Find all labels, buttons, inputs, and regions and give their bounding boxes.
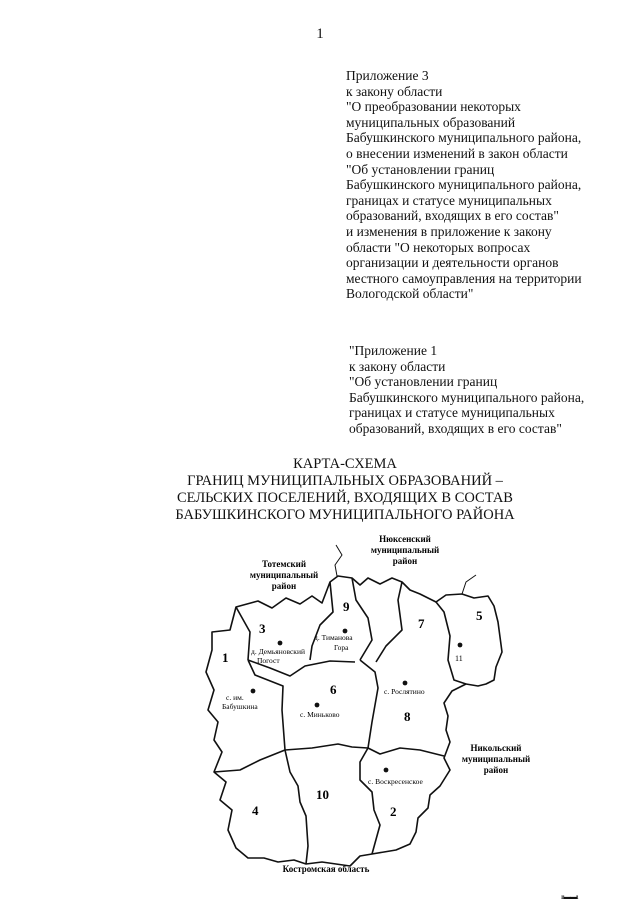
annex-3-line: "О преобразовании некоторых xyxy=(346,99,521,115)
annex-3-line: и изменения в приложение к закону xyxy=(346,223,552,239)
place-timanova: д. Тиманова xyxy=(314,633,353,642)
settlement-dot-voskresenskoe xyxy=(384,768,389,773)
place-babushkina: с. им. xyxy=(226,693,244,702)
neighbor-nyuksenskiy: Нюксенский xyxy=(379,534,431,544)
annex-3-line: области "О некоторых вопросах xyxy=(346,239,531,255)
settlement-dot-11 xyxy=(458,643,463,648)
annex-3-line: к закону области xyxy=(346,83,443,99)
annex-3-line: муниципальных образований xyxy=(346,114,516,130)
boundary-6-8 xyxy=(360,660,378,748)
boundary-7-8 xyxy=(376,582,402,662)
district-outer-boundary xyxy=(206,576,502,866)
neighbor-totemskiy: Тотемский xyxy=(261,559,307,569)
annex-3-line: организации и деятельности органов xyxy=(346,255,559,271)
neighbor-nikolskiy: муниципальный xyxy=(461,754,531,764)
annex-1-line: "Приложение 1 xyxy=(349,343,438,358)
annex-1-line: к закону области xyxy=(349,358,446,374)
annex-3-line: Бабушкинского муниципального района, xyxy=(346,177,582,193)
settlement-number-6: 6 xyxy=(330,682,337,697)
annex-3-line: образований, входящих в его состав" xyxy=(346,208,559,224)
boundary-1-3 xyxy=(236,607,250,660)
neighbor-kostroma: Костромская область xyxy=(282,864,370,874)
settlement-number-2: 2 xyxy=(390,804,397,819)
boundary-9-west xyxy=(310,582,333,660)
neighbor-nyuksenskiy: муниципальный xyxy=(370,545,440,555)
annex-3-line: Бабушкинского муниципального района, xyxy=(346,130,582,146)
map-title-line: ГРАНИЦ МУНИЦИПАЛЬНЫХ ОБРАЗОВАНИЙ – xyxy=(187,473,503,489)
annex-1-line: образований, входящих в его состав" xyxy=(349,420,562,436)
place-babushkina: Бабушкина xyxy=(222,702,258,711)
annex-3-line: Вологодской области" xyxy=(346,286,474,302)
footer-barcode-mark: ııı▬▬ıı xyxy=(561,893,578,901)
settlement-number-11: 11 xyxy=(455,654,463,663)
place-demyanovskiy: д. Демьяновский xyxy=(251,647,305,656)
annex-3-line: о внесении изменений в закон области xyxy=(346,145,568,161)
neighbor-nikolskiy: Никольский xyxy=(470,743,522,753)
neighbor-totemskiy: муниципальный xyxy=(249,570,319,580)
settlement-number-4: 4 xyxy=(252,803,259,818)
neighbor-nikolskiy: район xyxy=(483,765,509,775)
boundary-8-south xyxy=(368,748,444,756)
annex-1-line: Бабушкинского муниципального района, xyxy=(349,389,585,405)
boundary-7-5 xyxy=(436,602,466,684)
map-title-line: СЕЛЬСКИХ ПОСЕЛЕНИЙ, ВХОДЯЩИХ В СОСТАВ xyxy=(177,490,513,506)
map-title-line: КАРТА-СХЕМА xyxy=(293,456,397,472)
place-timanova: Гора xyxy=(334,643,349,652)
map-title-line: БАБУШКИНСКОГО МУНИЦИПАЛЬНОГО РАЙОНА xyxy=(175,507,515,523)
place-demyanovskiy: Погост xyxy=(257,656,280,665)
annex-3-line: местного самоуправления на территории xyxy=(346,270,582,286)
settlement-dot-roslyatino xyxy=(403,681,408,686)
annex-1-line: "Об установлении границ xyxy=(349,374,498,390)
boundary-2-10 xyxy=(360,748,380,854)
place-voskresenskoe: с. Воскресенское xyxy=(368,777,423,786)
neighbor-totemskiy: район xyxy=(271,581,297,591)
neighbor-boundary-line xyxy=(335,545,342,576)
place-minkovo: с. Миньково xyxy=(300,710,340,719)
settlement-number-5: 5 xyxy=(476,608,483,623)
annex-3-line: границах и статусе муниципальных xyxy=(346,192,552,208)
boundary-4-10 xyxy=(285,750,308,864)
settlement-dot-babushkina xyxy=(251,689,256,694)
neighbor-nyuksenskiy: район xyxy=(392,556,418,566)
settlement-number-10: 10 xyxy=(316,787,329,802)
place-roslyatino: с. Рослятино xyxy=(384,687,425,696)
settlement-number-1: 1 xyxy=(222,650,229,665)
neighbor-boundary-line xyxy=(462,575,476,594)
boundary-6-south xyxy=(285,744,368,750)
annex-3-line: "Об установлении границ xyxy=(346,161,495,177)
annex-3-line: Приложение 3 xyxy=(346,68,429,83)
settlement-number-3: 3 xyxy=(259,621,266,636)
settlement-number-9: 9 xyxy=(343,599,350,614)
settlement-number-8: 8 xyxy=(404,709,411,724)
annex-1-line: границах и статусе муниципальных xyxy=(349,405,555,421)
settlement-dot-demyanovskiy xyxy=(278,641,283,646)
settlement-dot-minkovo xyxy=(315,703,320,708)
boundary-9-east xyxy=(352,578,372,660)
boundary-1-4 xyxy=(214,750,285,772)
page-number: 1 xyxy=(316,26,324,42)
settlement-number-7: 7 xyxy=(418,616,425,631)
